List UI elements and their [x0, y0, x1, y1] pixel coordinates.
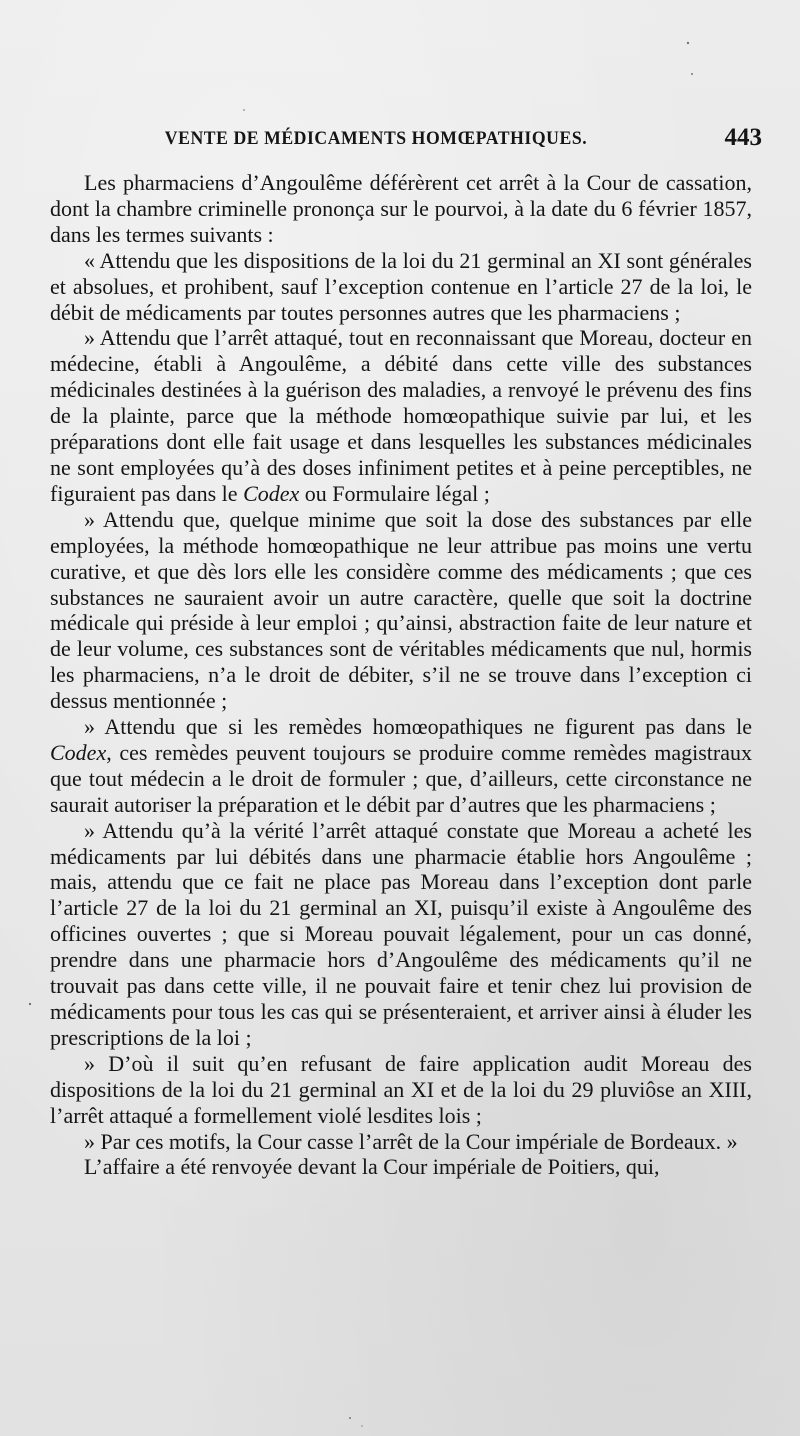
running-title: VENTE DE MÉDICAMENTS HOMŒPATHIQUES. — [164, 128, 588, 149]
paragraph-dou-il-suit: » D’où il suit qu’en refusant de faire application audit Moreau des dispositions de la loi du 21 germinal an XI et de la loi du 29 pluviôse an XIII, l’arrêt attaqué a formellement violé lesdites lois ; — [50, 1050, 752, 1128]
page-header — [48, 124, 764, 156]
paragraph-attendu-arret: » Attendu que l’arrêt attaqué, tout en reconnaissant que Moreau, docteur en médecine, établi à Angoulême, a débité dans cette ville des substances médicinales destinées à la guérison des maladies, a renvoyé le prévenu des fins de la plainte, parce que la méthode homœopathique suivie par lui, et les préparations dont elle fait usage et dans lesquelles les substances médicinales ne sont employées qu’à des doses infiniment petites et à peine perceptibles, ne figuraient pas dans le Codex ou Formulaire légal ; — [50, 325, 752, 506]
paragraph-attendu-dose: » Attendu que, quelque minime que soit la dose des substances par elle employées, la méthode homœopathique ne leur attribue pas moins une vertu curative, et que dès lors elle les considère comme des médicaments ; que ces substances ne sauraient avoir un autre caractère, quelle que soit la doctrine médicale qui préside à leur emploi ; qu’ainsi, abstraction faite de leur nature et de leur volume, ces substances sont de véritables médicaments que nul, hormis les pharmaciens, n’a le droit de débiter, s’il ne se trouve dans l’exception ci dessus mentionnée ; — [50, 506, 752, 714]
italic-codex: Codex — [50, 739, 107, 765]
body-text — [50, 170, 752, 1180]
paragraph-attendu-dispositions: « Attendu que les dispositions de la loi du 21 germinal an XI sont générales et absolues, et prohibent, sauf l’exception contenue en l’article 27 de la loi, le débit de médicaments par toutes personnes autres que les pharmaciens ; — [50, 247, 752, 325]
paragraph-affaire-renvoyee: L’affaire a été renvoyée devant la Cour impériale de Poitiers, qui, — [84, 1154, 660, 1180]
page-number: 443 — [724, 124, 762, 151]
paragraph-intro: Les pharmaciens d’Angoulême déférèrent cet arrêt à la Cour de cassation, dont la chambre criminelle prononça sur le pourvoi, à la date du 6 février 1857, dans les termes suivants : — [50, 170, 752, 247]
paragraph-par-ces-motifs: » Par ces motifs, la Cour casse l’arrêt de la Cour impériale de Bordeaux. » — [84, 1128, 738, 1154]
paragraph-attendu-remedes: » Attendu que si les remèdes homœopathiques ne figurent pas dans le Codex, ces remèdes peuvent toujours se produire comme remèdes magistraux que tout médecin a le droit de formuler ; que, d’ailleurs, cette circonstance ne saurait autoriser la préparation et le débit par d’autres que les pharmaciens ; — [50, 714, 752, 817]
paragraph-attendu-verite: » Attendu qu’à la vérité l’arrêt attaqué constate que Moreau a acheté les médicaments par lui débités dans une pharmacie établie hors Angoulême ; mais, attendu que ce fait ne place pas Moreau dans l’exception dont parle l’article 27 de la loi du 21 germinal an XI, puisqu’il existe à Angoulême des officines ouvertes ; que si Moreau pouvait légalement, pour un cas donné, prendre dans une pharmacie hors d’Angoulême des médicaments qu’il ne trouvait pas dans cette ville, il ne pouvait faire et tenir chez lui provision de médicaments pour tous les cas qui se présenteraient, et arriver ainsi à éluder les prescriptions de la loi ; — [50, 817, 752, 1050]
italic-codex: Codex — [243, 480, 300, 506]
